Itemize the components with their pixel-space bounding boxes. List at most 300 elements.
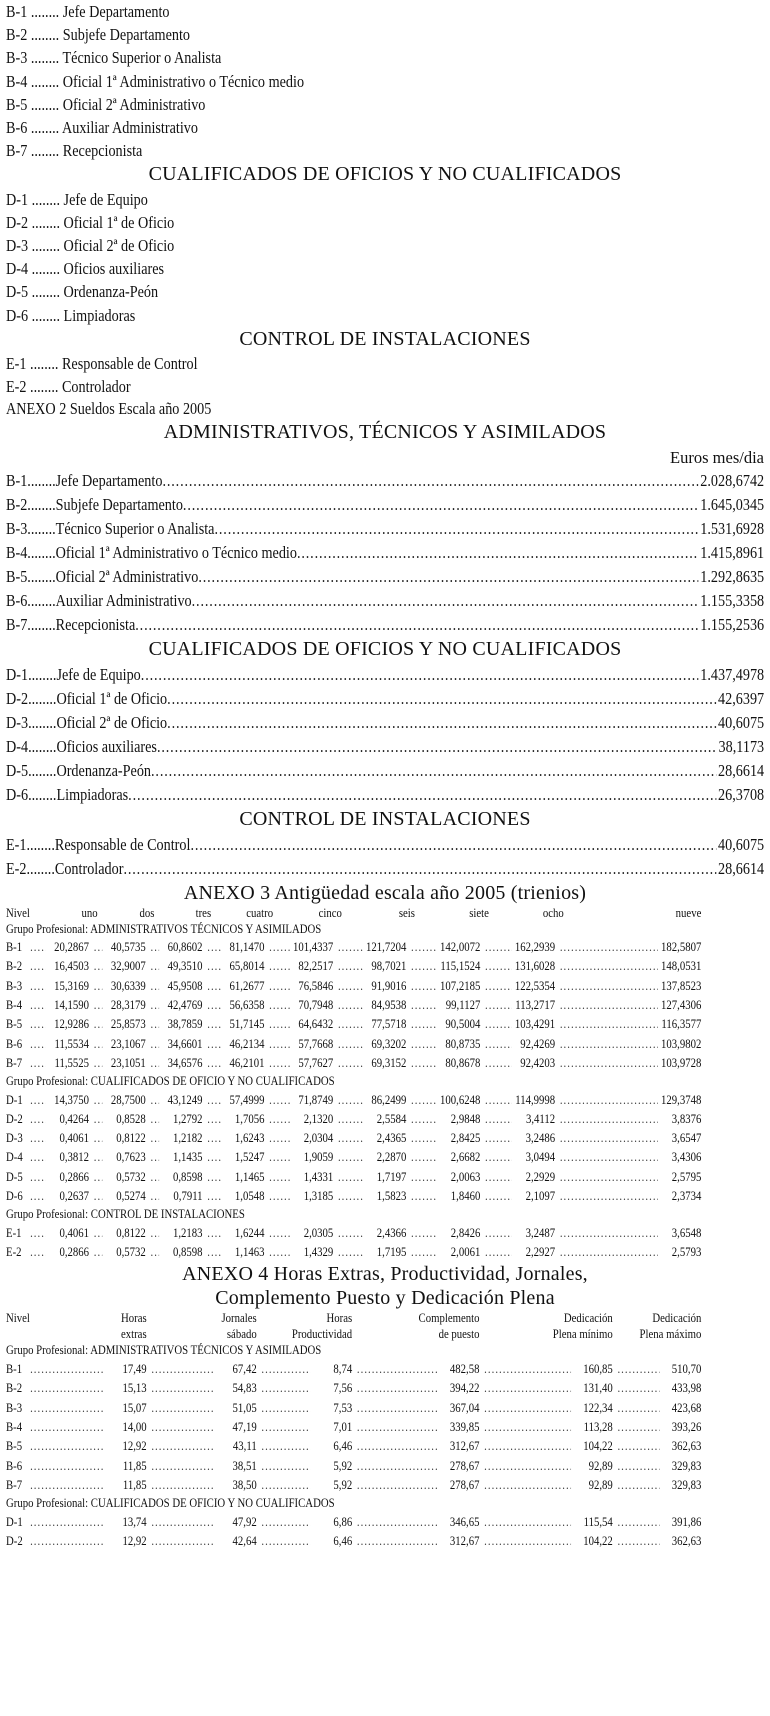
- salary-value: 1.531,6928: [700, 518, 765, 538]
- table-cell: 129,3748: [661, 1092, 702, 1107]
- leader-dots: [338, 957, 363, 976]
- column-header: seis: [398, 905, 415, 920]
- leader-dots: [411, 1224, 437, 1243]
- leader-dots: [261, 1360, 310, 1379]
- table-cell: 51,7145: [229, 1017, 265, 1032]
- leader-dots: [338, 1035, 363, 1054]
- table-cell: 391,86: [671, 1514, 702, 1529]
- leader-dots: ........: [27, 591, 56, 611]
- item-code: D-5: [6, 761, 29, 781]
- anexo2-title: ANEXO 2 Sueldos Escala año 2005: [6, 399, 212, 419]
- leader-dots: [94, 996, 103, 1015]
- leader-dots: [338, 977, 363, 996]
- leader-dots: [128, 783, 716, 807]
- table-cell: 32,9007: [110, 959, 146, 974]
- table-cell: 104,22: [583, 1439, 613, 1454]
- leader-dots: [357, 1418, 438, 1437]
- leader-dots: [338, 1110, 363, 1129]
- row-code: D-1: [6, 1514, 23, 1529]
- leader-dots: [269, 1148, 290, 1167]
- salary-value: 1.155,2536: [700, 615, 765, 635]
- leader-dots: [485, 977, 512, 996]
- salary-value: 28,6614: [718, 858, 765, 878]
- item-label: Ordenanza-Peón: [63, 282, 159, 302]
- table-cell: 3,8376: [671, 1111, 702, 1126]
- table-cell: 6,86: [333, 1514, 353, 1529]
- table-cell: 1,7195: [376, 1245, 407, 1260]
- table-cell: 423,68: [671, 1400, 702, 1415]
- table-cell: 7,56: [333, 1381, 353, 1396]
- leader-dots: ........: [27, 71, 63, 91]
- table-cell: 47,92: [232, 1514, 257, 1529]
- leader-dots: [30, 1168, 45, 1187]
- table-cell: 80,8735: [445, 1036, 481, 1051]
- salary-row: [6, 857, 764, 881]
- table-cell: 11,5534: [54, 1036, 90, 1051]
- leader-dots: [338, 1243, 363, 1262]
- leader-dots: [411, 1015, 437, 1034]
- leader-dots: [167, 711, 716, 735]
- table-cell: 8,74: [333, 1361, 353, 1376]
- leader-dots: ........: [27, 567, 56, 587]
- table-cell: 482,58: [449, 1361, 480, 1376]
- salary-value: 2.028,6742: [700, 470, 765, 490]
- leader-dots: [207, 1110, 221, 1129]
- leader-dots: [150, 1129, 159, 1148]
- leader-dots: [338, 1168, 363, 1187]
- leader-dots: [484, 1457, 571, 1476]
- table-row: [6, 996, 764, 1015]
- table-row: [6, 1110, 764, 1129]
- leader-dots: [94, 1224, 103, 1243]
- column-header: Plena mínimo: [552, 1327, 613, 1342]
- row-code: B-6: [6, 1036, 23, 1051]
- leader-dots: [411, 1091, 437, 1110]
- leader-dots: [338, 1187, 363, 1206]
- table-cell: 121,7204: [366, 940, 407, 955]
- table-row: [6, 1418, 764, 1437]
- leader-dots: [560, 1187, 658, 1206]
- leader-dots: [411, 1168, 437, 1187]
- item-code: D-3: [6, 712, 29, 732]
- table-cell: 5,92: [333, 1478, 353, 1493]
- leader-dots: [560, 977, 658, 996]
- salary-row: [6, 517, 764, 541]
- leader-dots: ........: [28, 664, 57, 684]
- table-cell: 23,1067: [110, 1036, 146, 1051]
- leader-dots: [338, 1129, 363, 1148]
- leader-dots: [560, 1129, 658, 1148]
- leader-dots: [357, 1379, 438, 1398]
- table-cell: 81,1470: [229, 940, 265, 955]
- leader-dots: [94, 1054, 103, 1073]
- table-cell: 57,4999: [229, 1092, 265, 1107]
- item-code: D-5: [6, 282, 29, 302]
- table-cell: 25,8573: [110, 1017, 146, 1032]
- table-cell: 57,7627: [298, 1055, 334, 1070]
- leader-dots: [411, 938, 437, 957]
- table-cell: 92,89: [588, 1458, 613, 1473]
- leader-dots: [30, 1457, 105, 1476]
- leader-dots: [338, 1091, 363, 1110]
- leader-dots: ........: [27, 141, 63, 161]
- item-label: Recepcionista: [55, 615, 136, 635]
- table-cell: 142,0072: [440, 940, 481, 955]
- item-code: B-4: [6, 71, 28, 91]
- item-label: Jefe de Equipo: [63, 189, 148, 209]
- leader-dots: [560, 957, 658, 976]
- leader-dots: [485, 1243, 512, 1262]
- table-cell: 107,2185: [440, 978, 481, 993]
- leader-dots: [207, 1129, 221, 1148]
- table-cell: 346,65: [449, 1514, 480, 1529]
- leader-dots: [30, 1148, 45, 1167]
- row-code: B-1: [6, 1361, 23, 1376]
- leader-dots: [261, 1476, 310, 1495]
- table-cell: 70,7948: [298, 997, 334, 1012]
- table-cell: 2,0063: [450, 1169, 481, 1184]
- table-cell: 80,8678: [445, 1055, 481, 1070]
- leader-dots: [617, 1437, 659, 1456]
- table-cell: 312,67: [449, 1439, 480, 1454]
- leader-dots: [94, 1091, 103, 1110]
- group-title: Grupo Profesional: CUALIFICADOS DE OFICIO Y NO CUALIFICADOS: [6, 1074, 335, 1089]
- table-cell: 100,6248: [440, 1092, 481, 1107]
- leader-dots: [617, 1360, 659, 1379]
- table-row: [6, 1129, 764, 1148]
- category-item: [6, 211, 764, 234]
- row-code: B-4: [6, 997, 23, 1012]
- row-code: B-6: [6, 1458, 23, 1473]
- item-label: Controlador: [61, 377, 131, 397]
- table-cell: 6,46: [333, 1534, 353, 1549]
- leader-dots: [192, 589, 699, 613]
- row-code: B-3: [6, 1400, 23, 1415]
- leader-dots: [151, 1476, 215, 1495]
- item-label: Jefe de Equipo: [56, 664, 141, 684]
- table-cell: 122,5354: [514, 978, 556, 993]
- anexo2-oficios-list: [6, 663, 764, 808]
- table-cell: 2,4365: [376, 1131, 407, 1146]
- leader-dots: [261, 1513, 310, 1532]
- table-cell: 116,3577: [661, 1017, 702, 1032]
- leader-dots: [30, 1532, 105, 1551]
- table-cell: 101,4337: [292, 940, 334, 955]
- leader-dots: [269, 1187, 290, 1206]
- item-label: Responsable de Control: [54, 834, 191, 854]
- leader-dots: [261, 1379, 310, 1398]
- table-cell: 34,6576: [167, 1055, 203, 1070]
- leader-dots: [560, 1168, 658, 1187]
- leader-dots: [357, 1360, 438, 1379]
- leader-dots: [269, 1168, 290, 1187]
- leader-dots: [411, 1054, 437, 1073]
- leader-dots: ........: [26, 858, 55, 878]
- leader-dots: [30, 1360, 105, 1379]
- item-code: D-6: [6, 305, 29, 325]
- leader-dots: [269, 1035, 290, 1054]
- leader-dots: [560, 1035, 658, 1054]
- item-label: Ordenanza-Peón: [56, 761, 152, 781]
- table-cell: 329,83: [671, 1458, 702, 1473]
- table-cell: 76,5846: [298, 978, 334, 993]
- table-cell: 1,1435: [172, 1150, 203, 1165]
- table-cell: 1,1463: [234, 1245, 265, 1260]
- leader-dots: [269, 1110, 290, 1129]
- table-row: [6, 1457, 764, 1476]
- leader-dots: [485, 1015, 512, 1034]
- table-cell: 131,40: [583, 1381, 613, 1396]
- leader-dots: [198, 565, 698, 589]
- table-row: [6, 1243, 764, 1262]
- table-cell: 0,7911: [173, 1189, 203, 1204]
- leader-dots: [261, 1418, 310, 1437]
- item-code: B-3: [6, 48, 28, 68]
- item-code: B-6: [6, 591, 28, 611]
- leader-dots: ........: [26, 354, 62, 374]
- leader-dots: ........: [27, 615, 56, 635]
- leader-dots: [357, 1457, 438, 1476]
- category-item: [6, 234, 764, 257]
- leader-dots: [151, 1437, 215, 1456]
- salary-row: [6, 663, 764, 687]
- leader-dots: [485, 938, 512, 957]
- table-cell: 11,85: [122, 1458, 147, 1473]
- table-cell: 0,3812: [59, 1150, 90, 1165]
- anexo4-header-row-1: [6, 1310, 764, 1326]
- table-cell: 7,01: [333, 1419, 353, 1434]
- leader-dots: ........: [28, 736, 57, 756]
- salary-value: 38,1173: [718, 736, 765, 756]
- table-cell: 113,28: [583, 1419, 613, 1434]
- column-header: Productividad: [291, 1327, 353, 1342]
- table-cell: 3,2487: [525, 1225, 556, 1240]
- leader-dots: [269, 1091, 290, 1110]
- leader-dots: [411, 1110, 437, 1129]
- leader-dots: [411, 1187, 437, 1206]
- anexo3-table: [6, 921, 764, 1263]
- category-item: [6, 70, 764, 93]
- table-cell: 69,3202: [371, 1036, 407, 1051]
- table-cell: 312,67: [449, 1534, 480, 1549]
- salary-row: [6, 589, 764, 613]
- row-code: E-1: [6, 1225, 22, 1240]
- leader-dots: [94, 1129, 103, 1148]
- leader-dots: [207, 1035, 221, 1054]
- row-code: B-5: [6, 1439, 23, 1454]
- leader-dots: [94, 1243, 103, 1262]
- table-cell: 115,1524: [440, 959, 481, 974]
- row-code: D-2: [6, 1111, 23, 1126]
- leader-dots: [357, 1476, 438, 1495]
- leader-dots: [617, 1457, 659, 1476]
- table-cell: 11,85: [122, 1478, 147, 1493]
- leader-dots: [411, 1148, 437, 1167]
- leader-dots: [484, 1532, 571, 1551]
- table-cell: 46,2134: [229, 1036, 265, 1051]
- anexo4-title-1: ANEXO 4 Horas Extras, Productividad, Jornales,: [182, 1263, 588, 1286]
- item-code: B-2: [6, 494, 28, 514]
- row-code: D-6: [6, 1189, 23, 1204]
- table-cell: 2,0061: [450, 1245, 481, 1260]
- item-label: Oficial 2ª de Oficio: [63, 235, 175, 255]
- leader-dots: ........: [27, 2, 63, 21]
- table-cell: 2,6682: [450, 1150, 481, 1165]
- category-item: [6, 280, 764, 303]
- table-cell: 2,2927: [525, 1245, 556, 1260]
- table-cell: 92,4269: [520, 1036, 556, 1051]
- table-cell: 2,5793: [671, 1245, 702, 1260]
- leader-dots: [30, 1035, 45, 1054]
- table-cell: 329,83: [671, 1478, 702, 1493]
- table-cell: 1,7197: [376, 1169, 407, 1184]
- table-cell: 1,2182: [172, 1131, 203, 1146]
- table-cell: 0,8122: [116, 1131, 146, 1146]
- column-header: Dedicación: [652, 1311, 702, 1326]
- table-cell: 12,9286: [54, 1017, 90, 1032]
- table-cell: 16,4503: [54, 959, 90, 974]
- table-cell: 45,9508: [167, 978, 203, 993]
- table-row: [6, 1437, 764, 1456]
- anexo3-header-row: [6, 905, 764, 921]
- leader-dots: [151, 1399, 215, 1418]
- salary-row: [6, 711, 764, 735]
- table-cell: 1,6244: [234, 1225, 265, 1240]
- column-header: sábado: [226, 1327, 257, 1342]
- anexo2-admin-list: [6, 469, 764, 638]
- leader-dots: ........: [28, 688, 57, 708]
- leader-dots: ........: [27, 518, 56, 538]
- leader-dots: [560, 1148, 658, 1167]
- leader-dots: [167, 687, 716, 711]
- table-cell: 1,7056: [234, 1111, 265, 1126]
- table-cell: 56,6358: [229, 997, 265, 1012]
- leader-dots: [207, 1224, 221, 1243]
- table-cell: 131,6028: [514, 959, 556, 974]
- table-cell: 103,9802: [661, 1036, 702, 1051]
- salary-row: [6, 833, 764, 857]
- item-label: Jefe Departamento: [55, 470, 163, 490]
- leader-dots: ........: [27, 48, 63, 68]
- leader-dots: [617, 1418, 659, 1437]
- table-cell: 433,98: [671, 1381, 702, 1396]
- item-code: D-6: [6, 785, 29, 805]
- leader-dots: [30, 1379, 105, 1398]
- leader-dots: [411, 1035, 437, 1054]
- table-row: [6, 938, 764, 957]
- row-code: D-5: [6, 1169, 23, 1184]
- salary-row: [6, 493, 764, 517]
- leader-dots: [151, 1457, 215, 1476]
- table-row: [6, 1532, 764, 1551]
- item-label: Oficial 2ª de Oficio: [56, 712, 168, 732]
- leader-dots: [411, 957, 437, 976]
- column-header: nueve: [675, 905, 702, 920]
- leader-dots: [30, 1437, 105, 1456]
- leader-dots: [485, 1187, 512, 1206]
- column-header: Horas: [120, 1311, 147, 1326]
- leader-dots: [207, 938, 221, 957]
- column-header: Jornales: [221, 1311, 257, 1326]
- item-code: D-3: [6, 235, 29, 255]
- table-cell: 278,67: [449, 1478, 480, 1493]
- leader-dots: [150, 1148, 159, 1167]
- euros-label: Euros mes/dia: [670, 447, 764, 467]
- leader-dots: ........: [27, 25, 63, 45]
- leader-dots: [151, 1418, 215, 1437]
- leader-dots: [485, 1224, 512, 1243]
- leader-dots: [411, 1243, 437, 1262]
- leader-dots: [30, 996, 45, 1015]
- item-code: B-5: [6, 94, 28, 114]
- category-item: [6, 375, 764, 398]
- item-label: Técnico Superior o Analista: [55, 518, 215, 538]
- leader-dots: [485, 1148, 512, 1167]
- leader-dots: [30, 977, 45, 996]
- leader-dots: [207, 1187, 221, 1206]
- table-cell: 2,8425: [450, 1131, 481, 1146]
- item-code: E-2: [6, 858, 27, 878]
- item-code: D-2: [6, 688, 29, 708]
- leader-dots: [150, 957, 159, 976]
- table-cell: 3,6548: [671, 1225, 702, 1240]
- table-cell: 103,4291: [514, 1017, 556, 1032]
- leader-dots: [261, 1437, 310, 1456]
- leader-dots: [484, 1476, 571, 1495]
- leader-dots: ........: [28, 212, 64, 232]
- row-code: B-4: [6, 1419, 23, 1434]
- table-cell: 14,3750: [54, 1092, 90, 1107]
- item-label: Jefe Departamento: [62, 2, 170, 21]
- heading-control-1: CONTROL DE INSTALACIONES: [239, 327, 531, 350]
- leader-dots: [94, 977, 103, 996]
- leader-dots: [617, 1476, 659, 1495]
- leader-dots: ........: [27, 470, 56, 490]
- table-cell: 0,2637: [59, 1189, 90, 1204]
- table-cell: 1,2183: [172, 1225, 203, 1240]
- row-code: D-2: [6, 1534, 23, 1549]
- leader-dots: [560, 1224, 658, 1243]
- table-cell: 43,1249: [167, 1092, 203, 1107]
- table-cell: 2,1097: [525, 1189, 556, 1204]
- salary-value: 1.292,8635: [700, 567, 765, 587]
- leader-dots: [357, 1513, 438, 1532]
- category-item: [6, 188, 764, 211]
- item-code: B-5: [6, 567, 28, 587]
- table-cell: 34,6601: [167, 1036, 203, 1051]
- item-label: Auxiliar Administrativo: [61, 117, 198, 137]
- item-label: Oficial 2ª Administrativo: [55, 567, 199, 587]
- leader-dots: [30, 1054, 45, 1073]
- table-row: [6, 977, 764, 996]
- item-code: D-4: [6, 736, 29, 756]
- leader-dots: [338, 1224, 363, 1243]
- leader-dots: [157, 735, 717, 759]
- table-cell: 0,4061: [59, 1225, 90, 1240]
- leader-dots: [150, 938, 159, 957]
- leader-dots: [30, 1476, 105, 1495]
- table-cell: 182,5807: [661, 940, 702, 955]
- table-cell: 0,8528: [116, 1111, 146, 1126]
- table-cell: 394,22: [449, 1381, 480, 1396]
- table-cell: 38,50: [232, 1478, 257, 1493]
- salary-row: [6, 783, 764, 807]
- leader-dots: ........: [28, 305, 64, 325]
- leader-dots: [338, 996, 363, 1015]
- table-cell: 47,19: [232, 1419, 257, 1434]
- table-cell: 0,7623: [116, 1150, 146, 1165]
- row-code: D-1: [6, 1092, 23, 1107]
